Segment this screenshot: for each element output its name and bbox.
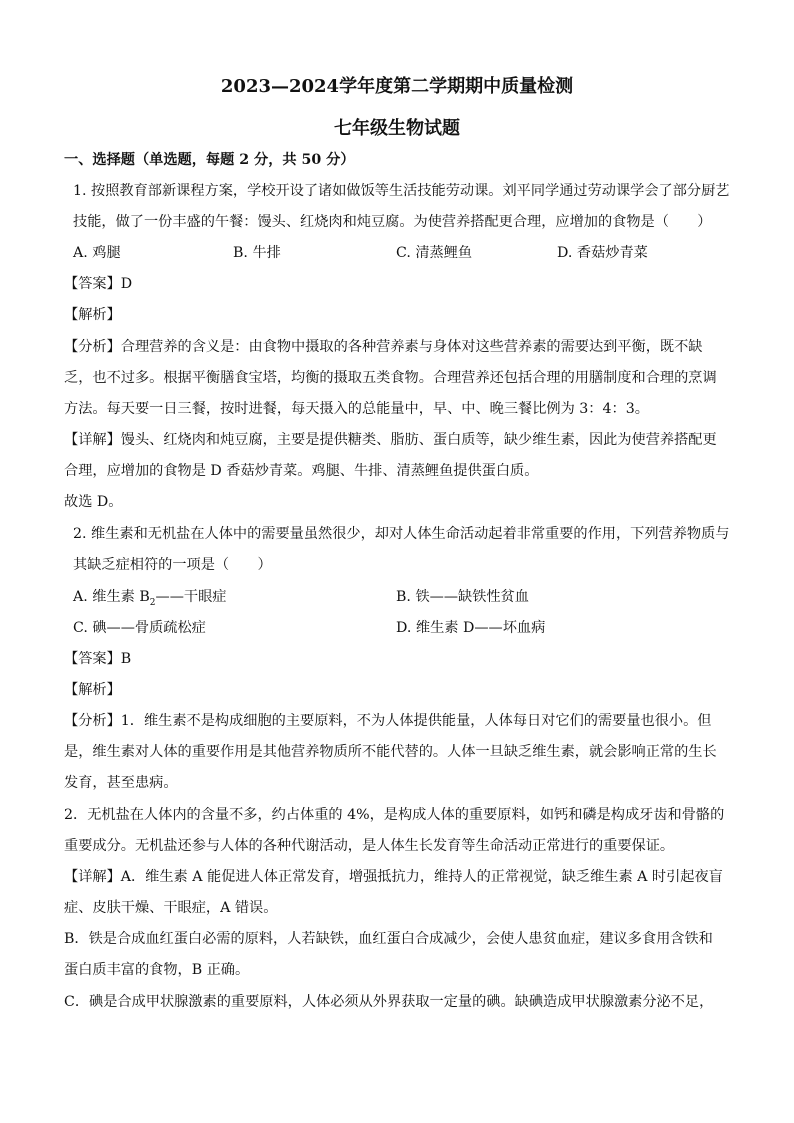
- q2-xiangjie-a-line1: 【详解】A．维生素 A 能促进人体正常发育，增强抵抗力，维持人的正常视觉，缺乏维生素 A 时引起夜盲: [64, 869, 723, 885]
- q2-answer: 【答案】B: [64, 651, 132, 667]
- q1-option-b: B. 牛排: [233, 245, 281, 261]
- q2-stem-line2: 其缺乏症相符的一项是（ ）: [73, 557, 272, 573]
- q2-xiangjie-a-line2: 症、皮肤干燥、干眼症，A 错误。: [64, 900, 278, 916]
- exam-title: 2023—2024学年度第二学期期中质量检测: [220, 76, 574, 97]
- q1-option-c: C. 清蒸鲤鱼: [396, 245, 473, 261]
- q2-fenxi-line5: 重要成分。无机盐还参与人体的各种代谢活动，是人体生长发育等生命活动正常进行的重要保证。: [64, 838, 675, 854]
- q2-option-d: D. 维生素 D——坏血病: [396, 620, 546, 636]
- q2-fenxi-line1: 【分析】1．维生素不是构成细胞的主要原料，不为人体提供能量，人体每日对它们的需要量也很小。但: [64, 713, 712, 729]
- q1-option-d: D. 香菇炒青菜: [557, 245, 648, 261]
- q2-option-b: B. 铁——缺铁性贫血: [396, 589, 529, 605]
- q1-fenxi-line1: 【分析】合理营养的含义是：由食物中摄取的各种营养素与身体对这些营养素的需要达到平衡，既不缺: [64, 339, 703, 355]
- q2-xiangjie-c-line1: C．碘是合成甲状腺激素的重要原料，人体必须从外界获取一定量的碘。缺碘造成甲状腺激素分泌不足，: [64, 994, 714, 1010]
- q2-xiangjie-b-line1: B．铁是合成血红蛋白必需的原料，人若缺铁，血红蛋白合成减少，会使人患贫血症，建议多食用含铁和: [64, 931, 713, 947]
- q2-fenxi-line3: 发育，甚至患病。: [64, 775, 178, 791]
- q1-analysis-label: 【解析】: [64, 307, 121, 323]
- q1-xiangjie-line2: 合理，应增加的食物是 D 香菇炒青菜。鸡腿、牛排、清蒸鲤鱼提供蛋白质。: [64, 463, 539, 479]
- q1-stem-line1: 1. 按照教育部新课程方案，学校开设了诸如做饭等生活技能劳动课。刘平同学通过劳动课学会了部分厨艺: [73, 183, 730, 199]
- q1-fenxi-line2: 乏，也不过多。根据平衡膳食宝塔，均衡的摄取五类食物。合理营养还包括合理的用膳制度和合理的烹调: [64, 370, 717, 386]
- q1-conclusion: 故选 D。: [64, 494, 123, 510]
- exam-subtitle: 七年级生物试题: [334, 118, 460, 139]
- q2-stem-line1: 2. 维生素和无机盐在人体中的需要量虽然很少，却对人体生命活动起着非常重要的作用，下列营养物质与: [73, 526, 730, 542]
- section-heading: 一、选择题（单选题，每题 2 分，共 50 分）: [64, 152, 355, 168]
- q1-xiangjie-line1: 【详解】馒头、红烧肉和炖豆腐，主要是提供糖类、脂肪、蛋白质等，缺少维生素，因此为使营养搭配更: [64, 432, 717, 448]
- q1-stem-line2: 技能，做了一份丰盛的午餐：馒头、红烧肉和炖豆腐。为使营养搭配更合理，应增加的食物是（ ）: [73, 214, 712, 230]
- q1-fenxi-line3: 方法。每天要一日三餐，按时进餐，每天摄入的总能量中，早、中、晚三餐比例为 3：4：3。: [64, 401, 649, 417]
- q2-fenxi-line2: 是，维生素对人体的重要作用是其他营养物质所不能代替的。人体一旦缺乏维生素，就会影响正常的生长: [64, 744, 717, 760]
- q2-fenxi-line4: 2．无机盐在人体内的含量不多，约占体重的 4%，是构成人体的重要原料，如钙和磷是构成牙齿和骨骼的: [64, 807, 725, 823]
- q2-option-c: C. 碘——骨质疏松症: [73, 620, 206, 636]
- q1-option-a: A. 鸡腿: [73, 245, 121, 261]
- q2-option-a: A. 维生素 $B_2——$干眼症: [73, 589, 227, 608]
- q2-analysis-label: 【解析】: [64, 682, 121, 698]
- q2-xiangjie-b-line2: 蛋白质丰富的食物，B 正确。: [64, 962, 250, 978]
- q1-answer: 【答案】D: [64, 276, 133, 292]
